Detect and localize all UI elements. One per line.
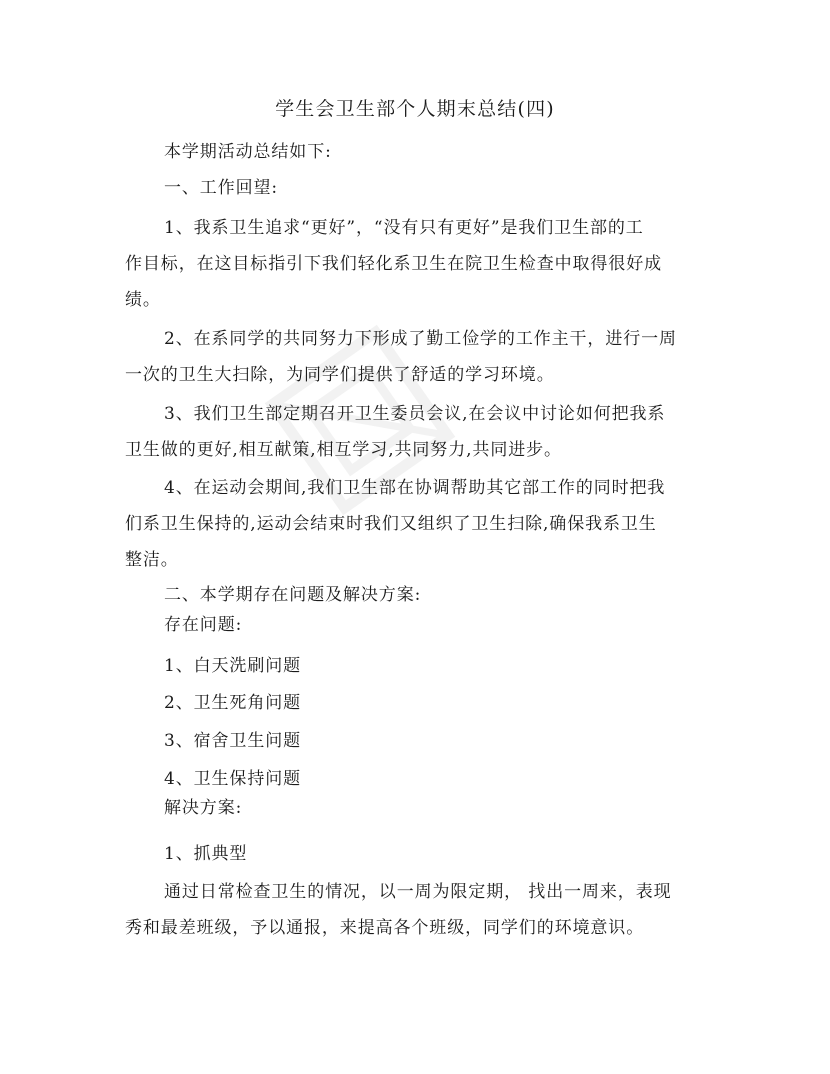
- subheading: 存在问题:: [164, 615, 243, 635]
- paragraph-line: 3、我们卫生部定期召开卫生委员会议,在会议中讨论如何把我系: [164, 404, 666, 424]
- section-heading: 一、工作回望:: [164, 178, 279, 198]
- paragraph-line: 本学期活动总结如下:: [164, 142, 332, 162]
- paragraph-line: 通过日常检查卫生的情况，以一周为限定期， 找出一周来，表现: [164, 882, 672, 902]
- paragraph-line: 4、在运动会期间,我们卫生部在协调帮助其它部工作的同时把我: [164, 478, 666, 498]
- paragraph-line: 作目标，在这目标指引下我们轻化系卫生在院卫生检查中取得很好成: [125, 254, 662, 274]
- paragraph-line: 们系卫生保持的,运动会结束时我们又组织了卫生扫除,确保我系卫生: [125, 514, 657, 534]
- list-item: 1、白天洗刷问题: [164, 656, 302, 676]
- paragraph-line: 卫生做的更好,相互献策,相互学习,共同努力,共同进步。: [125, 440, 562, 460]
- paragraph-line: 整洁。: [125, 550, 179, 570]
- list-item: 1、抓典型: [164, 844, 248, 864]
- paragraph-line: 2、在系同学的共同努力下形成了勤工俭学的工作主干，进行一周: [164, 329, 677, 349]
- paragraph-line: 1、我系卫生追求“更好”，“没有只有更好”是我们卫生部的工: [164, 218, 644, 238]
- subheading: 解决方案:: [164, 798, 243, 818]
- paragraph-line: 秀和最差班级，予以通报，来提高各个班级，同学们的环境意识。: [125, 918, 645, 938]
- document-title: 学生会卫生部个人期末总结(四): [275, 98, 555, 120]
- list-item: 2、卫生死角问题: [164, 693, 302, 713]
- list-item: 4、卫生保持问题: [164, 769, 302, 789]
- list-item: 3、宿舍卫生问题: [164, 731, 302, 751]
- paragraph-line: 一次的卫生大扫除，为同学们提供了舒适的学习环境。: [125, 365, 555, 385]
- paragraph-line: 绩。: [125, 290, 161, 310]
- section-heading: 二、本学期存在问题及解决方案:: [164, 585, 422, 605]
